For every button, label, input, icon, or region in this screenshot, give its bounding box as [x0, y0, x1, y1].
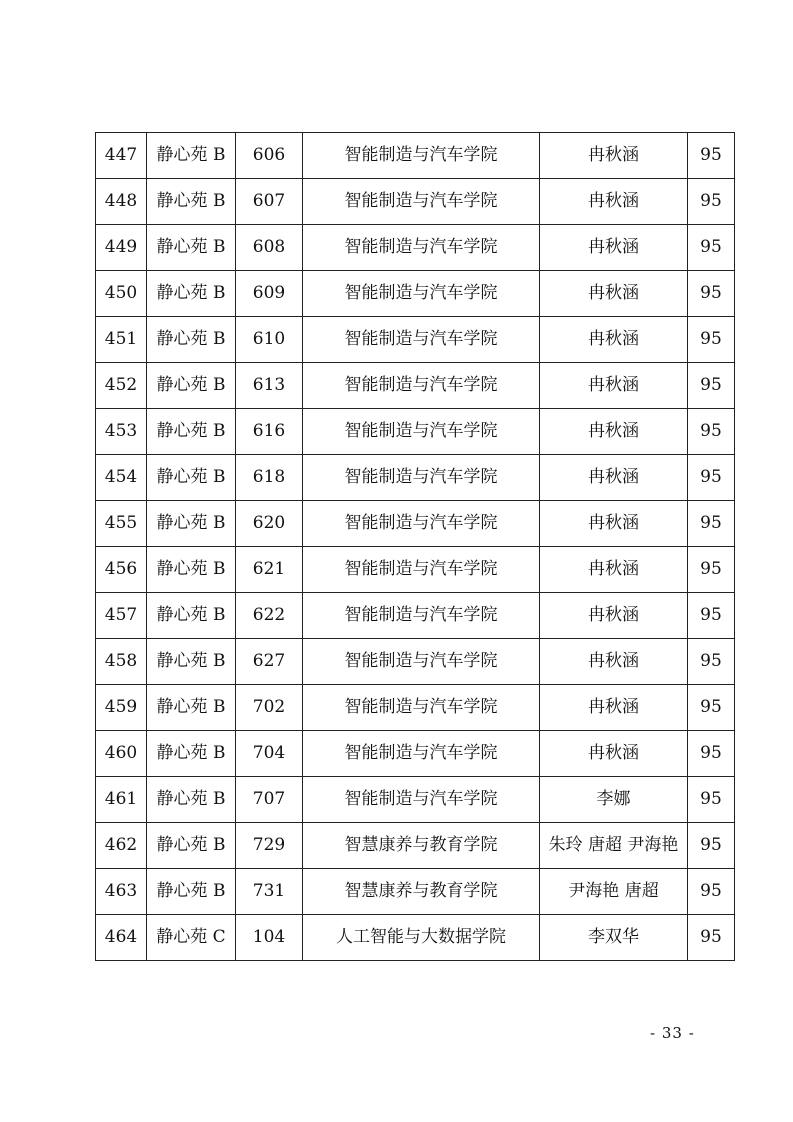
row-number-cell: 451: [96, 317, 147, 363]
row-number-cell: 459: [96, 685, 147, 731]
room-number-cell: 702: [236, 685, 303, 731]
college-cell: 智慧康养与教育学院: [303, 869, 540, 915]
responsible-person-cell: 冉秋涵: [540, 593, 688, 639]
building-cell: 静心苑 B: [147, 271, 236, 317]
responsible-person-cell: 冉秋涵: [540, 271, 688, 317]
row-number-cell: 452: [96, 363, 147, 409]
college-cell: 智能制造与汽车学院: [303, 317, 540, 363]
score-cell: 95: [688, 731, 735, 777]
score-cell: 95: [688, 593, 735, 639]
score-cell: 95: [688, 915, 735, 961]
building-cell: 静心苑 B: [147, 225, 236, 271]
responsible-person-cell: 冉秋涵: [540, 731, 688, 777]
responsible-person-cell: 冉秋涵: [540, 363, 688, 409]
score-cell: 95: [688, 179, 735, 225]
college-cell: 智能制造与汽车学院: [303, 179, 540, 225]
row-number-cell: 450: [96, 271, 147, 317]
table-row: [96, 869, 735, 915]
responsible-person-cell: 冉秋涵: [540, 455, 688, 501]
college-cell: 智能制造与汽车学院: [303, 501, 540, 547]
score-cell: 95: [688, 685, 735, 731]
building-cell: 静心苑 C: [147, 915, 236, 961]
table-row: [96, 731, 735, 777]
responsible-person-cell: 冉秋涵: [540, 501, 688, 547]
row-number-cell: 460: [96, 731, 147, 777]
score-cell: 95: [688, 271, 735, 317]
table-row: [96, 271, 735, 317]
building-cell: 静心苑 B: [147, 547, 236, 593]
building-cell: 静心苑 B: [147, 409, 236, 455]
table-row: [96, 225, 735, 271]
score-cell: 95: [688, 225, 735, 271]
room-number-cell: 707: [236, 777, 303, 823]
row-number-cell: 464: [96, 915, 147, 961]
responsible-person-cell: 冉秋涵: [540, 225, 688, 271]
room-number-cell: 704: [236, 731, 303, 777]
college-cell: 智慧康养与教育学院: [303, 823, 540, 869]
college-cell: 智能制造与汽车学院: [303, 777, 540, 823]
table-row: [96, 133, 735, 179]
score-cell: 95: [688, 777, 735, 823]
building-cell: 静心苑 B: [147, 777, 236, 823]
college-cell: 智能制造与汽车学院: [303, 731, 540, 777]
room-number-cell: 104: [236, 915, 303, 961]
building-cell: 静心苑 B: [147, 685, 236, 731]
college-cell: 智能制造与汽车学院: [303, 409, 540, 455]
row-number-cell: 461: [96, 777, 147, 823]
college-cell: 智能制造与汽车学院: [303, 225, 540, 271]
table-row: [96, 823, 735, 869]
table-row: [96, 777, 735, 823]
row-number-cell: 454: [96, 455, 147, 501]
building-cell: 静心苑 B: [147, 317, 236, 363]
row-number-cell: 449: [96, 225, 147, 271]
college-cell: 智能制造与汽车学院: [303, 685, 540, 731]
score-cell: 95: [688, 501, 735, 547]
building-cell: 静心苑 B: [147, 133, 236, 179]
table-row: [96, 501, 735, 547]
college-cell: 智能制造与汽车学院: [303, 593, 540, 639]
responsible-person-cell: 朱玲 唐超 尹海艳: [540, 823, 688, 869]
score-cell: 95: [688, 363, 735, 409]
score-cell: 95: [688, 823, 735, 869]
room-number-cell: 618: [236, 455, 303, 501]
score-cell: 95: [688, 455, 735, 501]
building-cell: 静心苑 B: [147, 179, 236, 225]
table-row: [96, 547, 735, 593]
college-cell: 智能制造与汽车学院: [303, 639, 540, 685]
table-row: [96, 593, 735, 639]
responsible-person-cell: 尹海艳 唐超: [540, 869, 688, 915]
responsible-person-cell: 冉秋涵: [540, 133, 688, 179]
table-row: [96, 363, 735, 409]
room-number-cell: 606: [236, 133, 303, 179]
room-number-cell: 609: [236, 271, 303, 317]
table-row: [96, 179, 735, 225]
college-cell: 智能制造与汽车学院: [303, 547, 540, 593]
college-cell: 智能制造与汽车学院: [303, 363, 540, 409]
building-cell: 静心苑 B: [147, 731, 236, 777]
room-number-cell: 613: [236, 363, 303, 409]
college-cell: 智能制造与汽车学院: [303, 133, 540, 179]
responsible-person-cell: 冉秋涵: [540, 409, 688, 455]
row-number-cell: 456: [96, 547, 147, 593]
responsible-person-cell: 李娜: [540, 777, 688, 823]
inspection-table: [95, 132, 735, 961]
score-cell: 95: [688, 133, 735, 179]
score-cell: 95: [688, 639, 735, 685]
room-number-cell: 610: [236, 317, 303, 363]
score-cell: 95: [688, 317, 735, 363]
building-cell: 静心苑 B: [147, 501, 236, 547]
responsible-person-cell: 冉秋涵: [540, 639, 688, 685]
row-number-cell: 447: [96, 133, 147, 179]
row-number-cell: 462: [96, 823, 147, 869]
row-number-cell: 457: [96, 593, 147, 639]
table-row: [96, 915, 735, 961]
page-number: - 33 -: [650, 1024, 695, 1042]
score-cell: 95: [688, 547, 735, 593]
building-cell: 静心苑 B: [147, 869, 236, 915]
table-row: [96, 455, 735, 501]
room-number-cell: 620: [236, 501, 303, 547]
college-cell: 智能制造与汽车学院: [303, 455, 540, 501]
row-number-cell: 458: [96, 639, 147, 685]
table-body: [96, 133, 735, 961]
college-cell: 人工智能与大数据学院: [303, 915, 540, 961]
score-cell: 95: [688, 869, 735, 915]
table-row: [96, 409, 735, 455]
row-number-cell: 448: [96, 179, 147, 225]
row-number-cell: 463: [96, 869, 147, 915]
room-number-cell: 622: [236, 593, 303, 639]
building-cell: 静心苑 B: [147, 363, 236, 409]
room-number-cell: 729: [236, 823, 303, 869]
room-number-cell: 608: [236, 225, 303, 271]
row-number-cell: 455: [96, 501, 147, 547]
room-number-cell: 616: [236, 409, 303, 455]
responsible-person-cell: 冉秋涵: [540, 685, 688, 731]
row-number-cell: 453: [96, 409, 147, 455]
room-number-cell: 627: [236, 639, 303, 685]
table-row: [96, 317, 735, 363]
table-row: [96, 685, 735, 731]
college-cell: 智能制造与汽车学院: [303, 271, 540, 317]
building-cell: 静心苑 B: [147, 455, 236, 501]
responsible-person-cell: 冉秋涵: [540, 317, 688, 363]
responsible-person-cell: 李双华: [540, 915, 688, 961]
responsible-person-cell: 冉秋涵: [540, 547, 688, 593]
building-cell: 静心苑 B: [147, 639, 236, 685]
responsible-person-cell: 冉秋涵: [540, 179, 688, 225]
score-cell: 95: [688, 409, 735, 455]
room-number-cell: 731: [236, 869, 303, 915]
building-cell: 静心苑 B: [147, 593, 236, 639]
room-number-cell: 621: [236, 547, 303, 593]
table-row: [96, 639, 735, 685]
room-number-cell: 607: [236, 179, 303, 225]
building-cell: 静心苑 B: [147, 823, 236, 869]
